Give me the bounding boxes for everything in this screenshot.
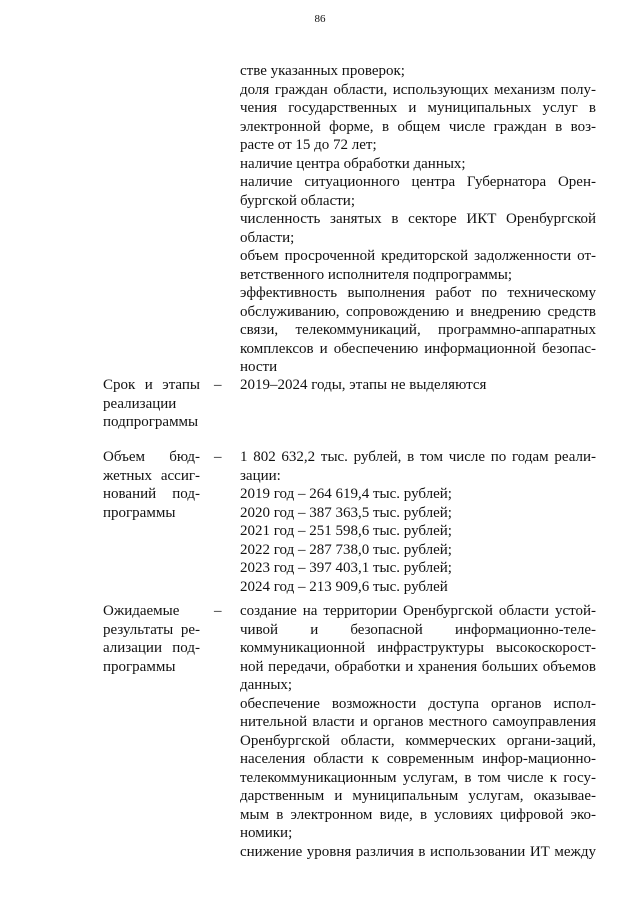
- section-dash: –: [214, 449, 222, 465]
- label-line: реализации: [103, 395, 177, 412]
- text-line: зации:: [240, 467, 281, 484]
- label-line: ализации под-: [103, 640, 200, 656]
- label-line: результаты ре-: [103, 621, 200, 638]
- label-line: программы: [103, 658, 176, 675]
- text-line: ности: [240, 359, 278, 375]
- text-line: чивой и безопасной информационно-теле-: [240, 621, 596, 638]
- section-body: [240, 448, 596, 596]
- budget-year-line: 2020 год – 387 363,5 тыс. рублей;: [240, 504, 452, 521]
- budget-year-line: 2021 год – 251 598,6 тыс. рублей;: [240, 523, 452, 539]
- text-line: населения области к современным инфор-мационно-: [240, 751, 596, 767]
- label-line: подпрограммы: [103, 414, 199, 430]
- text-line: мым в электронном виде, в условиях цифровой эко-: [240, 806, 596, 823]
- section-dash: –: [214, 377, 222, 393]
- text-line: бургской области;: [240, 192, 355, 209]
- label-line: Ожидаемые: [103, 603, 180, 619]
- text-line: стве указанных проверок;: [240, 63, 405, 79]
- section-body: [240, 602, 596, 861]
- text-line: электронной форме, в общем числе граждан в воз-: [240, 118, 596, 135]
- text-line: доля граждан области, использующих механизм полу-: [240, 81, 596, 98]
- text-line: 1 802 632,2 тыс. рублей, в том числе по годам реали-: [240, 449, 596, 465]
- text-line: коммуникационной инфраструктуры высокоскорост-: [240, 640, 596, 656]
- budget-year-line: 2022 год – 287 738,0 тыс. рублей;: [240, 541, 452, 558]
- budget-year-line: 2023 год – 397 403,1 тыс. рублей;: [240, 560, 452, 576]
- section-label: [103, 448, 200, 522]
- text-line: обеспечение возможности доступа органов испол-: [240, 695, 596, 712]
- text-line: чения государственных и муниципальных услуг в: [240, 100, 596, 116]
- text-line: области;: [240, 229, 295, 246]
- text-line: ветственного исполнителя подпрограммы;: [240, 266, 513, 283]
- section-body: [240, 376, 596, 395]
- text-line: обслуживанию, сопровождению и внедрению средств: [240, 303, 596, 320]
- text-line: номики;: [240, 825, 293, 841]
- text-line: численность занятых в секторе ИКТ Оренбургской: [240, 211, 596, 227]
- label-line: Объем бюд-: [103, 449, 200, 465]
- section-label: [103, 602, 200, 676]
- page-number: 86: [314, 13, 326, 25]
- text-line: эффективность выполнения работ по техническому: [240, 285, 596, 301]
- text-line: дарственным и муниципальным услугам, оказывае-: [240, 788, 596, 804]
- section-label: [103, 376, 200, 432]
- text-line: наличие ситуационного центра Губернатора Орен-: [240, 174, 596, 190]
- text-line: телекоммуникационным услугам, в том числе к госу-: [240, 769, 596, 786]
- label-line: программы: [103, 504, 176, 521]
- text-line: расте от 15 до 72 лет;: [240, 137, 377, 153]
- text-line: нительной власти и органов местного самоуправления: [240, 714, 596, 730]
- text-line: данных;: [240, 677, 293, 693]
- text-line: наличие центра обработки данных;: [240, 155, 466, 172]
- text-line: снижение уровня различия в использовании ИТ между: [240, 843, 596, 860]
- budget-year-line: 2024 год – 213 909,6 тыс. рублей: [240, 578, 448, 595]
- text-line: ной передачи, обработки и хранения больших объемов: [240, 658, 596, 675]
- text-line: связи, телекоммуникаций, программно-аппаратных: [240, 322, 596, 338]
- label-line: Срок и этапы: [103, 377, 200, 393]
- text-line: создание на территории Оренбургской области устой-: [240, 603, 596, 619]
- label-line: нований под-: [103, 486, 200, 502]
- text-line: комплексов и обеспечению информационной безопас-: [240, 340, 596, 357]
- text-line: объем просроченной кредиторской задолженности от-: [240, 248, 596, 264]
- continuation-text: [240, 62, 596, 377]
- section-dash: –: [214, 603, 222, 619]
- text-line: 2019–2024 годы, этапы не выделяются: [240, 377, 487, 393]
- text-line: Оренбургской области, коммерческих органи-заций,: [240, 732, 596, 749]
- label-line: жетных ассиг-: [103, 467, 200, 484]
- budget-year-line: 2019 год – 264 619,4 тыс. рублей;: [240, 486, 452, 502]
